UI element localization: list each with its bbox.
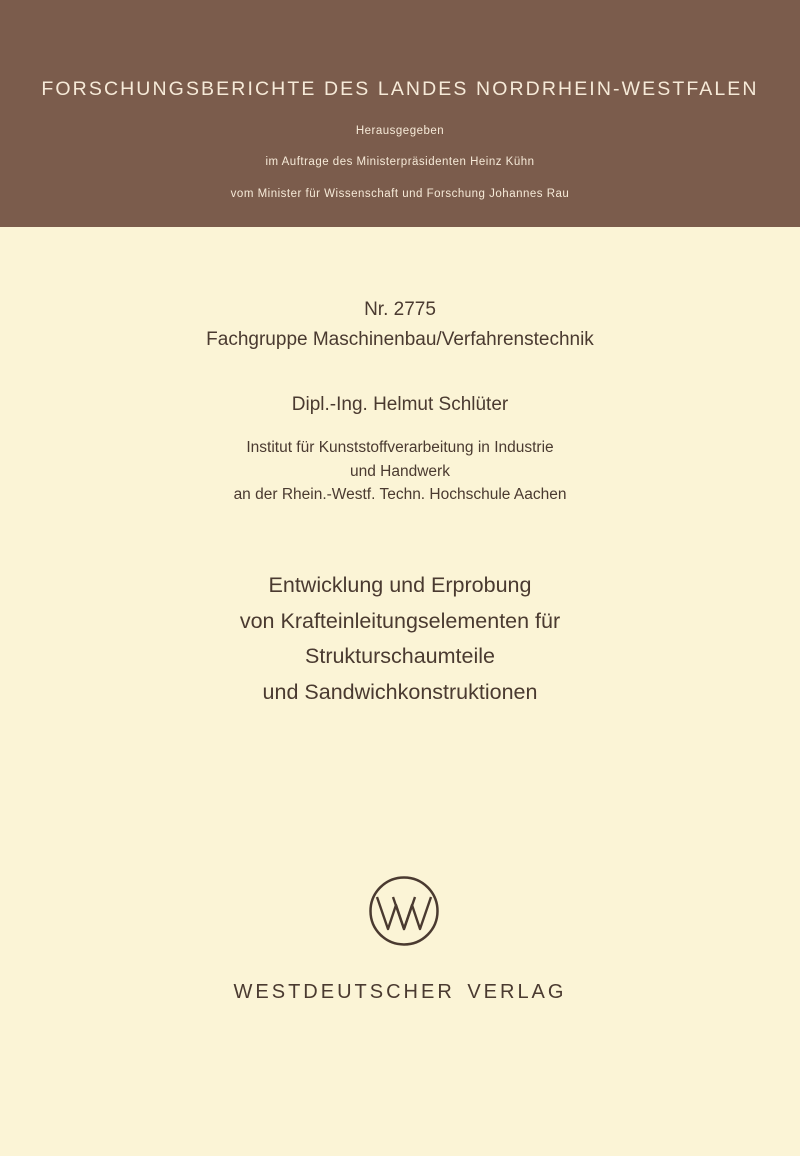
report-number: Nr. 2775 bbox=[364, 299, 436, 320]
editor-line: Herausgegeben bbox=[355, 125, 445, 137]
subject-group: Fachgruppe Maschinenbau/Verfahrenstechnik bbox=[206, 329, 594, 350]
commission-line: im Auftrage des Ministerpräsidenten Heinz Kühn bbox=[265, 156, 535, 168]
institute-line: und Handwerk bbox=[350, 462, 450, 480]
minister-line: vom Minister für Wissenschaft und Forschung Johannes Rau bbox=[230, 188, 570, 200]
header-band bbox=[0, 0, 800, 227]
title-line: Entwicklung und Erprobung bbox=[268, 573, 532, 597]
series-title: FORSCHUNGSBERICHTE DES LANDES NORDRHEIN-WESTFALEN bbox=[41, 78, 759, 100]
author-name: Dipl.-Ing. Helmut Schlüter bbox=[291, 394, 509, 415]
institute-line: Institut für Kunststoffverarbeitung in Industrie bbox=[246, 439, 554, 456]
publisher-name: WESTDEUTSCHER VERLAG bbox=[233, 981, 567, 1003]
publisher-logo-icon bbox=[368, 875, 440, 947]
title-line: und Sandwichkonstruktionen bbox=[262, 679, 538, 704]
title-line: von Krafteinleitungselementen für bbox=[239, 608, 561, 633]
institute-block bbox=[0, 436, 800, 507]
book-title bbox=[0, 568, 800, 710]
institute-line: an der Rhein.-Westf. Techn. Hochschule Aachen bbox=[233, 486, 567, 503]
title-line: Strukturschaumteile bbox=[305, 644, 495, 668]
